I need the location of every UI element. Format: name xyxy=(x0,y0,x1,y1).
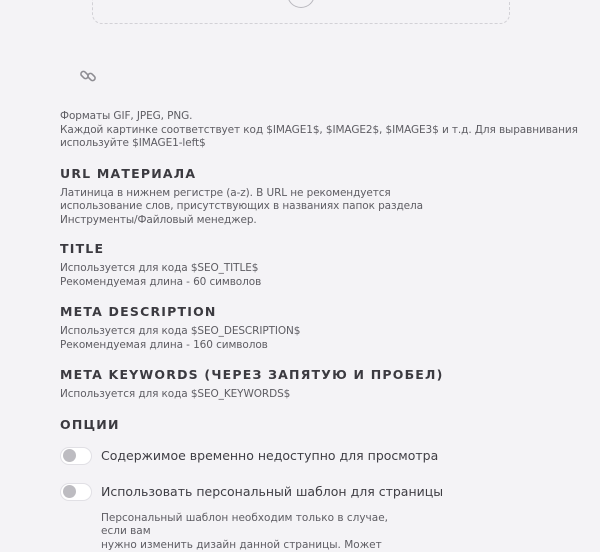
meta-keywords-heading: META KEYWORDS (ЧЕРЕЗ ЗАПЯТУЮ И ПРОБЕЛ) xyxy=(60,367,444,382)
codes-text: Каждой картинке соответствует код $IMAGE1$, $IMAGE2$, $IMAGE3$ и т.д. Для выравнивания xyxy=(60,123,578,136)
align-text: используйте $IMAGE1-left$ xyxy=(60,137,206,149)
url-help-1: Латиница в нижнем регистре (a-z). В URL не рекомендуется xyxy=(60,186,391,199)
title-heading: TITLE xyxy=(60,241,105,256)
option-unavailable[interactable] xyxy=(60,446,580,466)
note-line-1: Персональный шаблон необходим только в случае, если вам xyxy=(101,511,388,537)
title-help-2: Рекомендуемая длина - 60 символов xyxy=(60,275,262,288)
meta-keywords-help-1: Используется для кода $SEO_KEYWORDS$ xyxy=(60,388,291,400)
url-help-3: Инструменты/Файловый менеджер. xyxy=(60,213,257,226)
toggle-knob xyxy=(63,485,76,498)
url-help-2: использование слов, присутствующих в названиях папок раздела xyxy=(60,200,423,212)
meta-description-help-2: Рекомендуемая длина - 160 символов xyxy=(60,338,268,351)
title-help-1: Используется для кода $SEO_TITLE$ xyxy=(60,262,259,274)
url-heading: URL МАТЕРИАЛА xyxy=(60,165,197,181)
options-heading: ОПЦИИ xyxy=(60,416,120,432)
personal-template-toggle[interactable] xyxy=(60,483,92,501)
option-personal-template-label: Использовать персональный шаблон для страницы xyxy=(101,484,444,499)
meta-description-heading: META DESCRIPTION xyxy=(60,304,217,319)
meta-description-help-1: Используется для кода $SEO_DESCRIPTION$ xyxy=(60,325,301,337)
seo-form xyxy=(60,110,580,551)
note-line-2: нужно изменить дизайн данной страницы. Может xyxy=(101,538,382,551)
personal-template-note xyxy=(101,511,411,551)
unavailable-toggle[interactable] xyxy=(60,447,92,465)
image-info xyxy=(60,110,580,151)
toggle-knob xyxy=(63,449,76,462)
option-personal-template[interactable] xyxy=(60,482,580,502)
link-icon[interactable] xyxy=(78,66,98,86)
option-unavailable-label: Содержимое временно недоступно для просмотра xyxy=(101,448,439,463)
formats-text: Форматы GIF, JPEG, PNG. xyxy=(60,110,193,122)
